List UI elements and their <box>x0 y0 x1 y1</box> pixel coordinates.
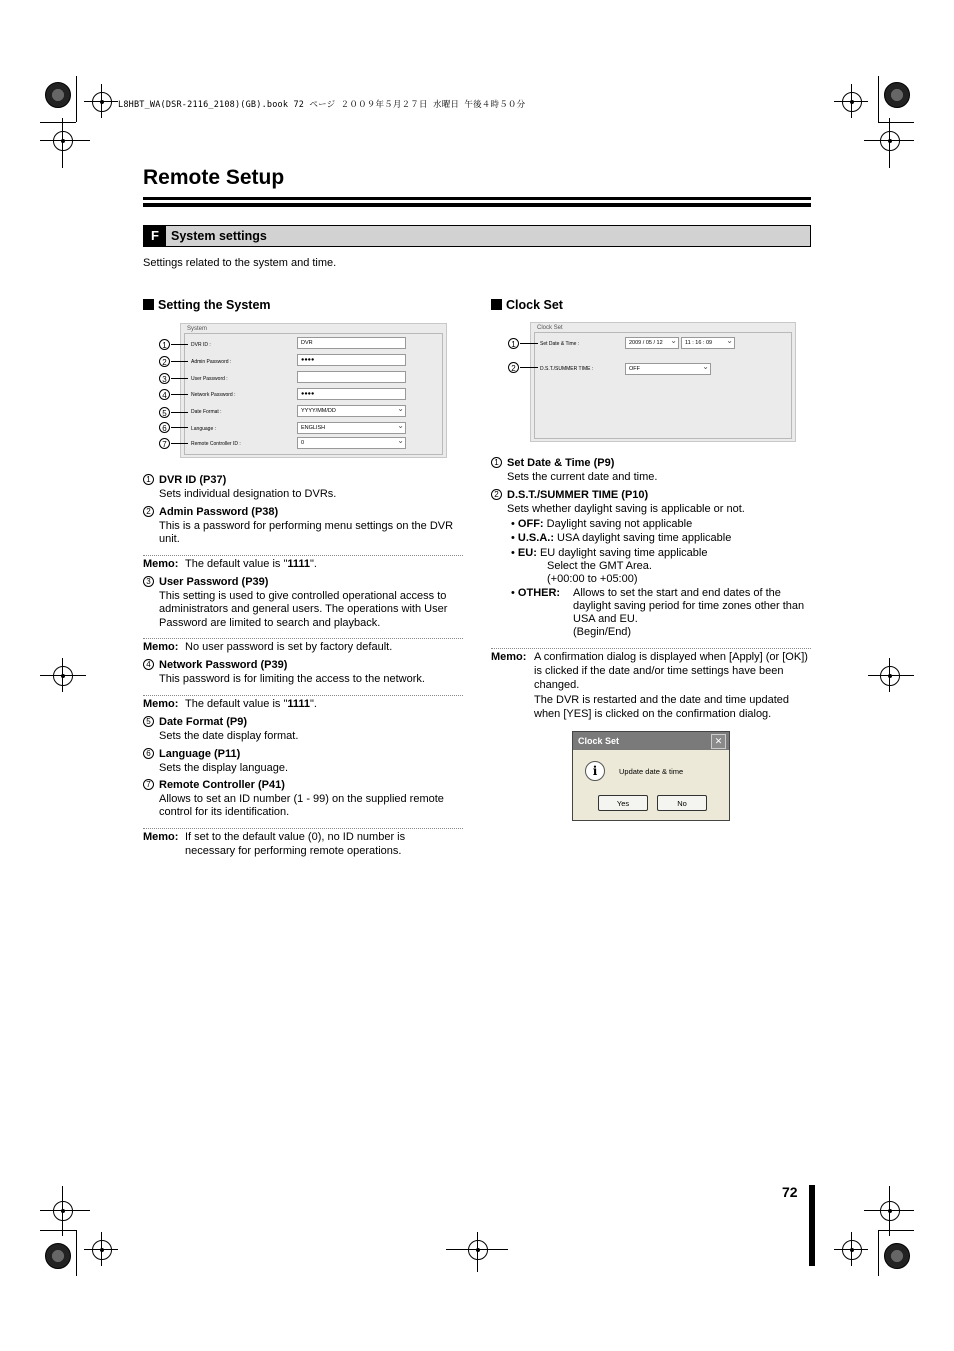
page-tab-bar <box>809 1185 815 1266</box>
clock-set-dialog <box>572 731 730 821</box>
callout-2: 2 <box>508 362 519 373</box>
bullet-other-key: • OTHER: <box>511 587 561 599</box>
intro-text: Settings related to the system and time. <box>143 257 337 269</box>
clock-set-screenshot <box>530 322 796 442</box>
field-label: User Password : <box>191 376 228 382</box>
bullet-other-text: Allows to set the start and end dates of the daylight saving period for time zones other than USA and EU. <box>573 587 805 625</box>
callout-1: 1 <box>508 338 519 349</box>
bullet-eu: • EU: EU daylight saving time applicable <box>511 547 708 559</box>
language-select[interactable]: ENGLISH ⌄ <box>297 422 406 434</box>
bullet-eu-range: (+00:00 to +05:00) <box>547 573 638 585</box>
setting-system-heading: Setting the System <box>143 298 271 312</box>
user-password-field[interactable] <box>297 371 406 383</box>
callout-5: 5 <box>159 407 170 418</box>
field-label: Admin Password : <box>191 359 232 365</box>
callout-4: 4 <box>159 389 170 400</box>
system-settings-screenshot <box>180 323 447 458</box>
yes-button[interactable]: Yes <box>598 795 648 811</box>
field-label: Date Format : <box>191 409 222 415</box>
section-title: System settings <box>171 229 267 243</box>
page-title: Remote Setup <box>143 166 285 189</box>
title-rule <box>143 197 811 200</box>
page-number: 72 <box>782 1184 798 1200</box>
dialog-message: Update date & time <box>619 767 684 776</box>
section-bar <box>143 225 811 247</box>
clock-set-heading: Clock Set <box>491 298 563 312</box>
date-field[interactable]: 2009 / 05 / 12 ⌄ <box>625 337 679 349</box>
screenshot-caption: Clock Set <box>537 325 563 331</box>
dst-select[interactable]: OFF ⌄ <box>625 363 711 375</box>
bullet-eu-note: Select the GMT Area. <box>547 560 652 572</box>
field-label: Set Date & Time : <box>540 341 580 347</box>
bullet-other-note: (Begin/End) <box>573 626 632 638</box>
field-label: Remote Controller ID : <box>191 441 241 447</box>
callout-7: 7 <box>159 438 170 449</box>
dvr-id-field[interactable]: DVR <box>297 337 406 349</box>
square-bullet-icon <box>491 299 502 310</box>
callout-6: 6 <box>159 422 170 433</box>
time-field[interactable]: 11 : 16 : 09 ⌄ <box>681 337 735 349</box>
field-label: D.S.T./SUMMER TIME : <box>540 366 594 372</box>
no-button[interactable]: No <box>657 795 707 811</box>
square-bullet-icon <box>143 299 154 310</box>
field-label: DVR ID : <box>191 342 211 348</box>
info-icon: i <box>585 761 605 781</box>
callout-2: 2 <box>159 356 170 367</box>
section-letter: F <box>144 226 166 246</box>
date-format-select[interactable]: YYYY/MM/DD ⌄ <box>297 405 406 417</box>
network-password-field[interactable]: ●●●● <box>297 388 406 400</box>
admin-password-field[interactable]: ●●●● <box>297 354 406 366</box>
callout-1: 1 <box>159 339 170 350</box>
remote-controller-id-select[interactable]: 0 ⌄ <box>297 437 406 449</box>
callout-3: 3 <box>159 373 170 384</box>
close-icon[interactable]: ✕ <box>711 734 726 749</box>
file-header: L8HBT_WA(DSR-2116_2108)(GB).book 72 ページ ２００９年５月２７日 水曜日 午後４時５０分 <box>118 100 526 110</box>
bullet-usa: • U.S.A.: USA daylight saving time applicable <box>511 532 732 544</box>
bullet-off: • OFF: Daylight saving not applicable <box>511 518 693 530</box>
field-label: Language : <box>191 426 217 432</box>
field-label: Network Password : <box>191 392 236 398</box>
dialog-title: Clock Set <box>573 732 729 750</box>
screenshot-caption: System <box>187 326 208 332</box>
title-rule-thick <box>143 203 811 207</box>
